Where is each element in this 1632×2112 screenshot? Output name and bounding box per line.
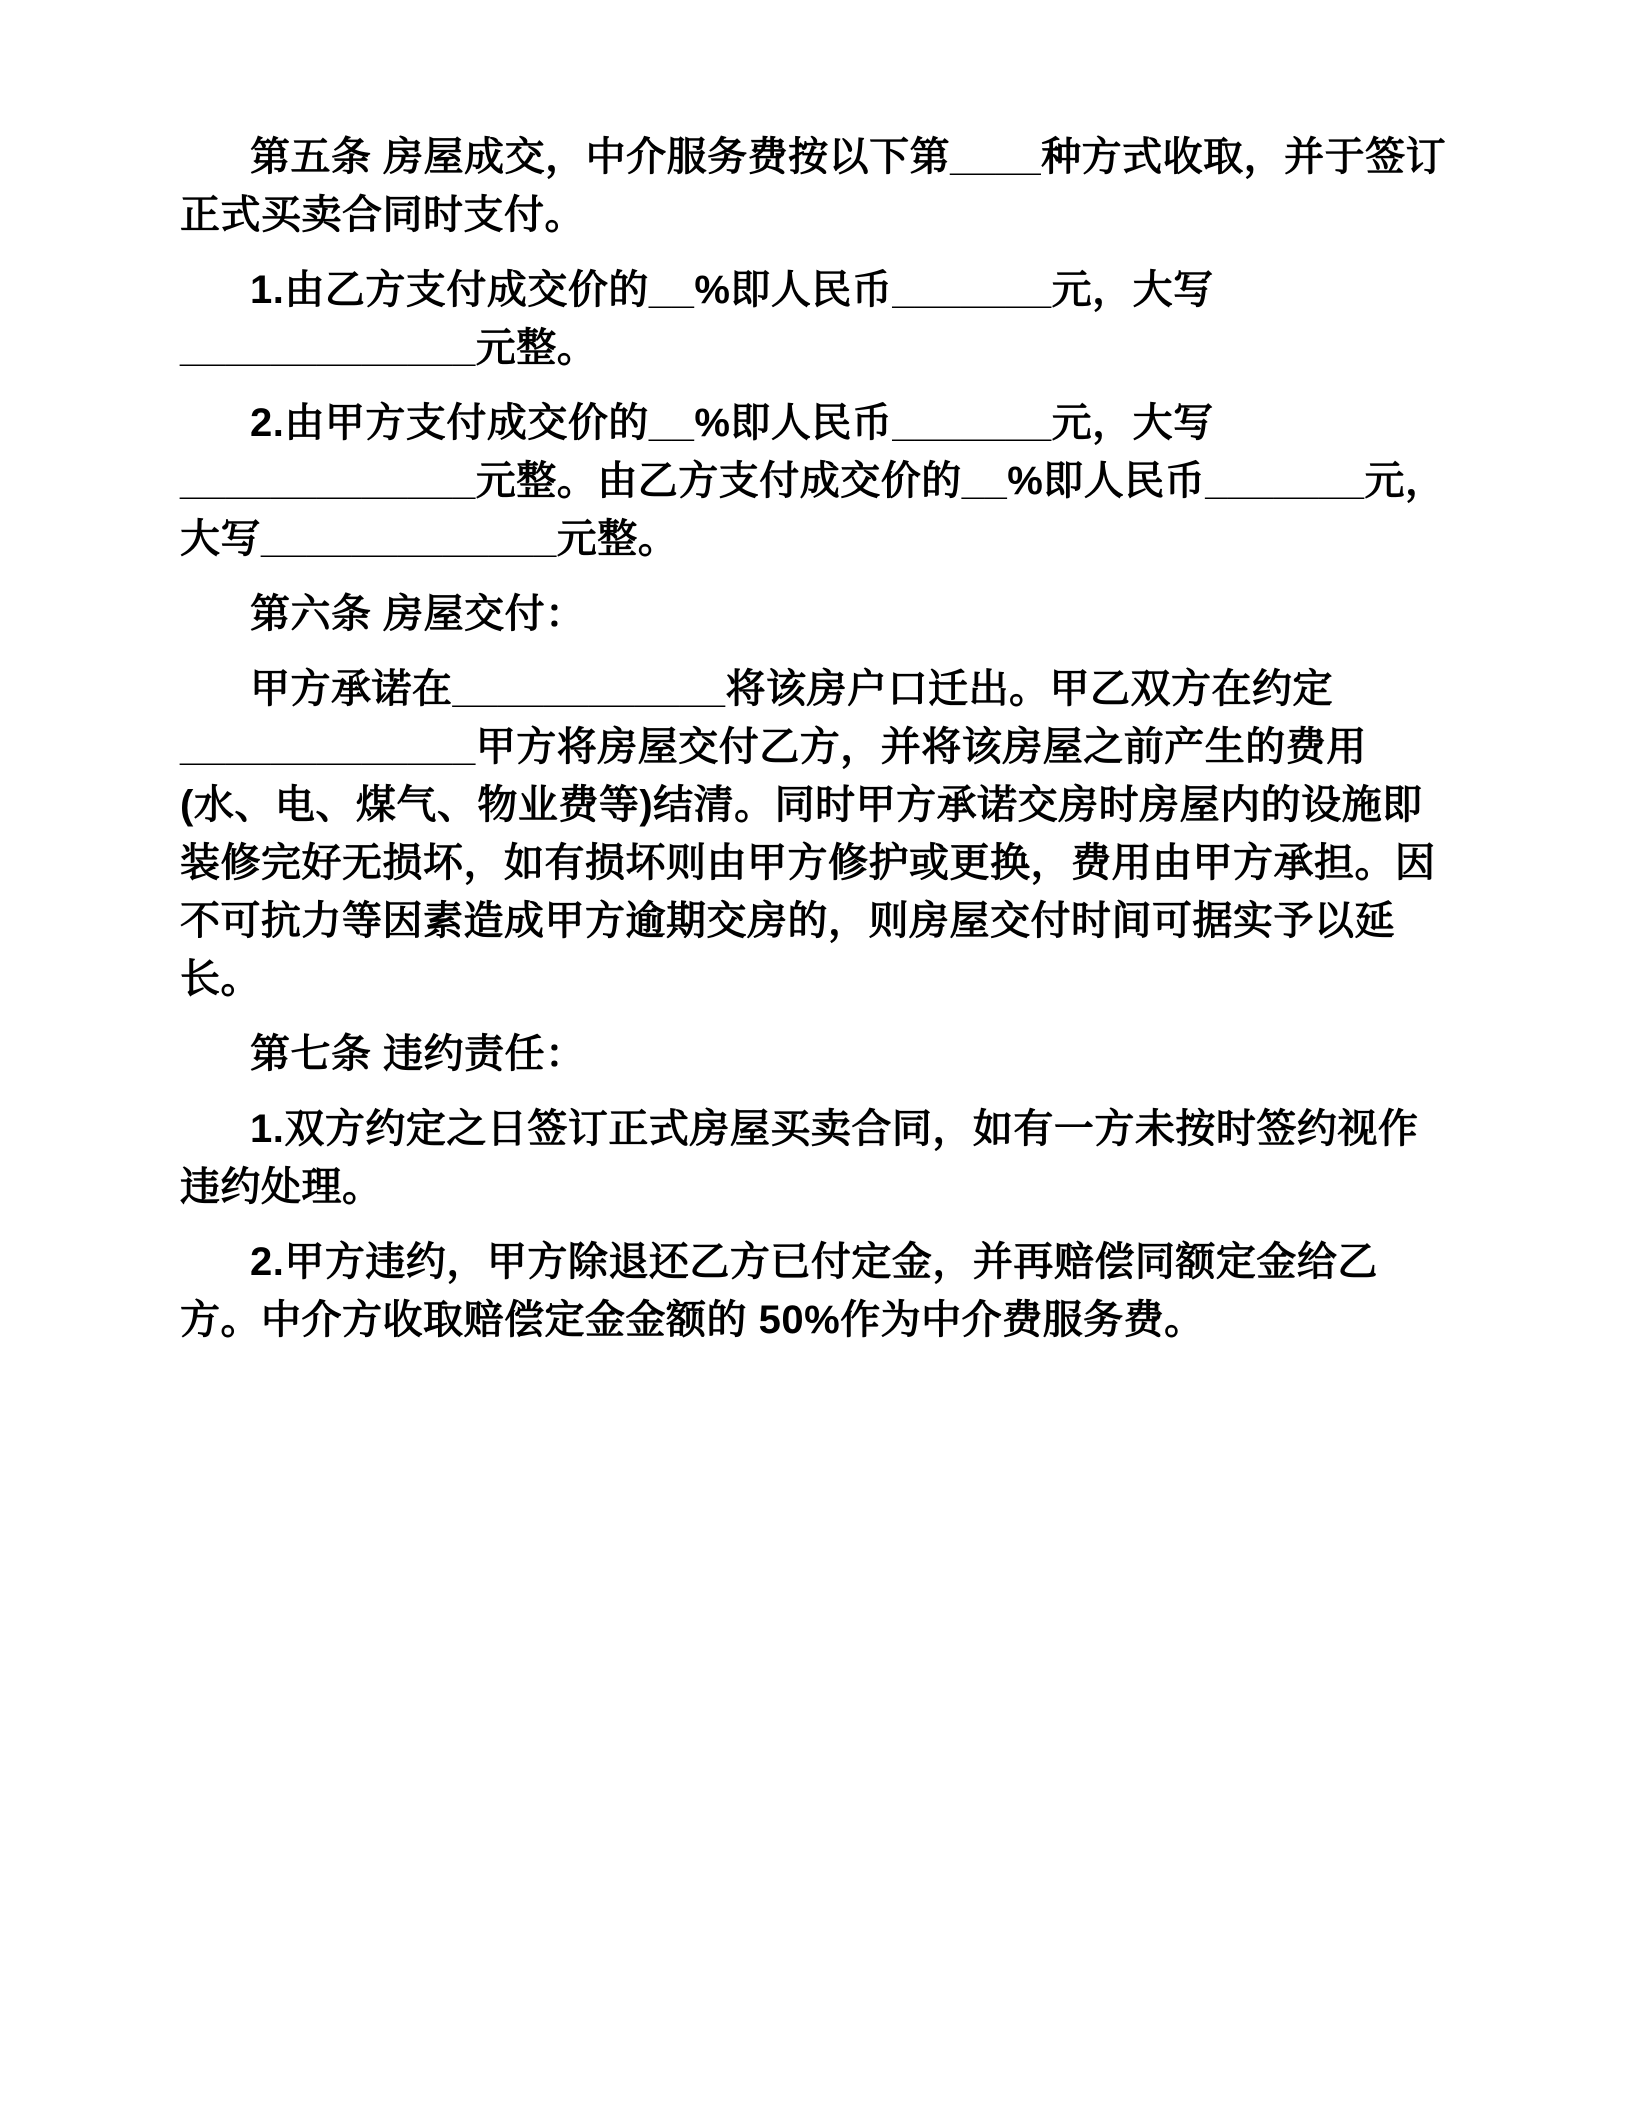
paragraph-article-7-heading: 第七条 违约责任： (250, 1032, 586, 1076)
paragraph-article-5-item-2: 2.由甲方支付成交价的__%即人民币_______元，大写_____________元整。由乙方支付成交价的__%即人民币_______元，大写_____________元整。 (180, 401, 1446, 561)
paragraph-article-5-item-1: 1.由乙方支付成交价的__%即人民币_______元，大写_____________元整。 (180, 268, 1214, 370)
paragraph-article-6-body: 甲方承诺在____________将该房户口迁出。甲乙双方在约定_____________甲方将房屋交付乙方，并将该房屋之前产生的费用(水、电、煤气、物业费等)结清。同时甲方承诺交房时房屋内的设施即装修完好无损坏，如有损坏则由甲方修护或更换，费用由甲方承担。因不可抗力等因素造成甲方逾期交房的，则房屋交付时间可据实予以延长。 (180, 667, 1436, 1001)
paragraph-article-7-item-2: 2.甲方违约，甲方除退还乙方已付定金，并再赔偿同额定金给乙方。中介方收取赔偿定金金额的 50%作为中介费服务费。 (180, 1240, 1378, 1342)
paragraph-article-6-heading: 第六条 房屋交付： (250, 592, 586, 636)
paragraph-article-5: 第五条 房屋成交，中介服务费按以下第____种方式收取，并于签订正式买卖合同时支付。 (180, 135, 1447, 237)
paragraph-article-7-item-1: 1.双方约定之日签订正式房屋买卖合同，如有一方未按时签约视作违约处理。 (180, 1107, 1419, 1209)
